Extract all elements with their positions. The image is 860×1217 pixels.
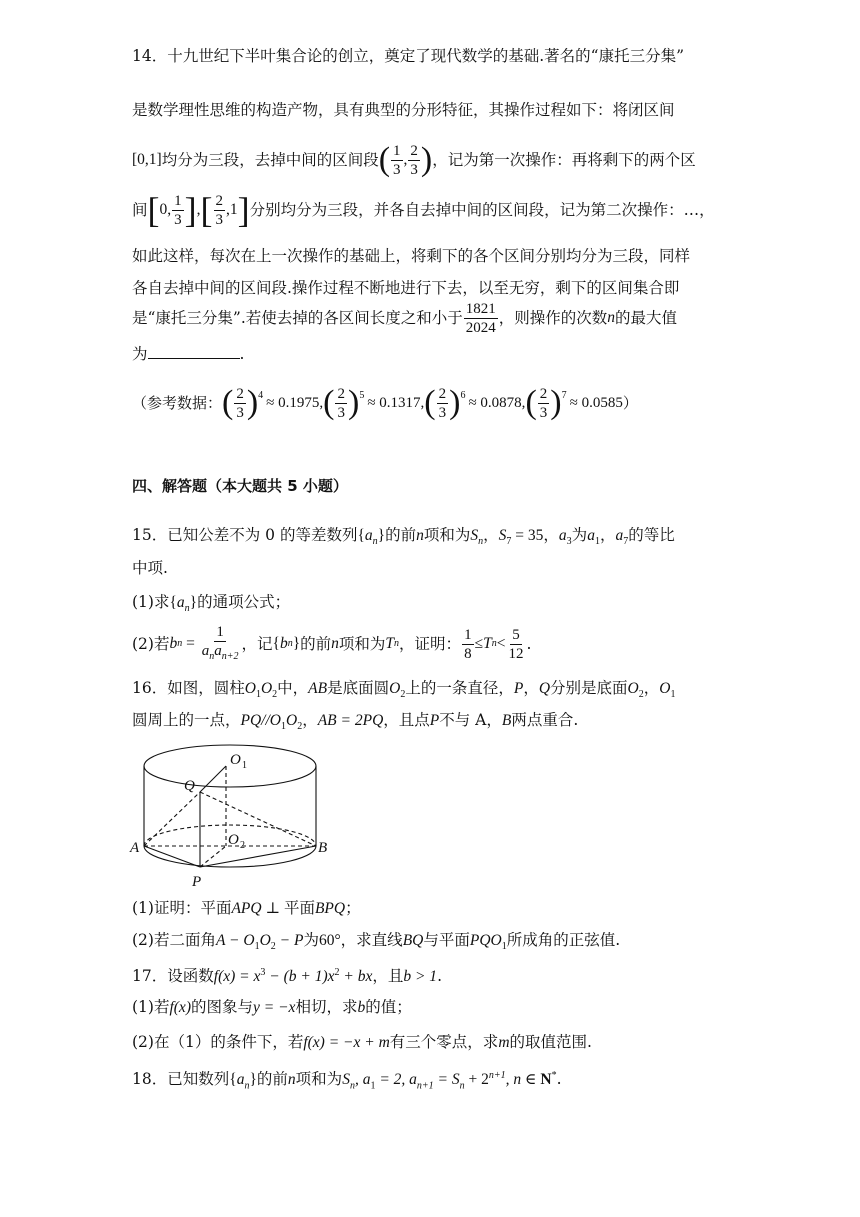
q14-text: 是数学理性思维的构造产物，具有典型的分形特征，其操作过程如下：将闭区间 xyxy=(132,101,675,119)
answer-blank[interactable] xyxy=(148,344,240,359)
q14-text: 是“康托三分集”.若使去掉的各区间长度之和小于 xyxy=(132,309,463,327)
q16-line-2: 圆周上的一点，$PQ//O_1O_2$，AB = 2PQ，且点P不与 A，B两点重合. xyxy=(132,711,579,733)
label-O2: O xyxy=(228,832,239,848)
q14-text: 间 xyxy=(132,201,148,219)
cylinder-figure xyxy=(130,740,336,890)
q14-reference-data: （参考数据： ( $\frac{2}{3}$ ) $^4$ ≈ 0.1975, ( $\frac{2}{3}$ ) $^5$ ≈ 0.1317, ( $\frac{2}{3}$ ) $^6$ ≈ 0.0878, ( $\frac{2}{3}$ ) $^7$ ≈ 0.0585 ） xyxy=(132,384,638,421)
label-O2-sub: 2 xyxy=(240,840,245,851)
label-B: B xyxy=(318,840,328,856)
q14-text: 均分为三段，去掉中间的区间段 xyxy=(161,151,379,169)
segment-PO2 xyxy=(200,846,226,867)
label-O1: O xyxy=(230,752,241,768)
q14-number: 14． xyxy=(132,47,168,65)
q14-text: 十九世纪下半叶集合论的创立，奠定了现代数学的基础.著名的“康托三分集” xyxy=(167,47,685,65)
q14-line-5 xyxy=(132,244,690,268)
q14-line-4 xyxy=(132,188,715,232)
segment-PB xyxy=(200,846,316,867)
q15-line-1: 15．已知公差不为 0 的等差数列$\{a_n\}$的前n项和为$S_n$，$S_7 = 35$，$a_3$为$a_1$，$a_7$的等比 xyxy=(132,526,675,548)
segment-AP xyxy=(144,846,200,867)
q14-text: ，记为第一次操作：再将剩下的两个区 xyxy=(432,151,696,169)
segment-AQ xyxy=(144,792,200,846)
interval-0-one-third: [ 0, $\frac{1}{3}$ ] , [ $\frac{2}{3}$ ,1 ] xyxy=(147,190,250,230)
q14-line-1 xyxy=(132,44,684,68)
q15-part-1: (1)求$\{a_n\}$的通项公式； xyxy=(132,593,291,615)
q18-line-1: 18．已知数列$\{a_n\}$的前n项和为$S_n$, $a_1 = 2$, $a_{n+1} = S_n + 2^{n+1}$, n ∈ N*. xyxy=(132,1070,562,1092)
bottom-front-arc xyxy=(144,846,316,867)
label-A: A xyxy=(130,840,140,856)
q16-line-1: 16．如图，圆柱$O_1O_2$中，AB是底面圆$O_2$上的一条直径，P，Q分别是底面$O_2$，$O_1$ xyxy=(132,679,676,701)
q16-part-2: (2)若二面角$A - O_1O_2 - P$为60°，求直线BQ与平面$PQO_1$所成角的正弦值. xyxy=(132,931,621,953)
segment-QO1 xyxy=(200,766,226,792)
q14-text: 各自去掉中间的区间段.操作过程不断地进行下去，以至无穷，剩下的区间集合即 xyxy=(132,279,680,297)
q14-text: 分别均分为三段，并各自去掉中间的区间段，记为第二次操作：…， xyxy=(249,201,715,219)
interval-one-third-two-thirds: ( $\frac{1}{3}$ , $\frac{2}{3}$ ) xyxy=(378,141,433,178)
q14-text: 为 xyxy=(132,345,148,363)
q17-part-2: (2)在（1）的条件下，若f(x) = −x + m有三个零点，求m的取值范围. xyxy=(132,1033,592,1051)
label-Q: Q xyxy=(184,778,195,794)
q17-part-1: (1)若f(x)的图象与y = −x相切，求b的值； xyxy=(132,998,412,1016)
segment-QB xyxy=(200,792,316,846)
label-O1-sub: 1 xyxy=(242,760,247,771)
q15-part-2: (2)若 b n = $\frac{1}{a_na_{n+2}}$ ，记 { b n } 的前 n 项和为 T n ，证明： $\frac{1}{8}$ ≤ T n < $\frac{5}{12}$ . xyxy=(132,623,532,662)
q14-text: 如此这样，每次在上一次操作的基础上，将剩下的各个区间分别均分为三段，同样 xyxy=(132,247,691,265)
label-P: P xyxy=(192,874,202,890)
q14-line-8: 为 . xyxy=(132,345,245,363)
q17-line-1: 17．设函数$f(x) = x^3 - (b + 1)x^2$ + bx，且b > 1. xyxy=(132,967,442,986)
q14-text: 的最大值 xyxy=(615,309,678,327)
q15-line-2: 中项. xyxy=(132,559,168,577)
interval-0-1: [0,1] xyxy=(132,151,162,168)
q14-line-7: 是“康托三分集”.若使去掉的各区间长度之和小于 $\frac{1821}{2024}$ ，则操作的次数 n 的最大值 xyxy=(132,300,678,336)
q14-line-3 xyxy=(132,140,696,180)
fraction-1821-2024: $\frac{1821}{2024}$ xyxy=(465,300,496,336)
q14-line-2 xyxy=(132,98,675,122)
section-heading: 四、解答题（本大题共 5 小题） xyxy=(132,477,348,495)
q16-part-1: (1)证明：平面APQ ⊥ 平面BPQ； xyxy=(132,899,361,917)
q14-text: ，则操作的次数 xyxy=(498,309,608,327)
